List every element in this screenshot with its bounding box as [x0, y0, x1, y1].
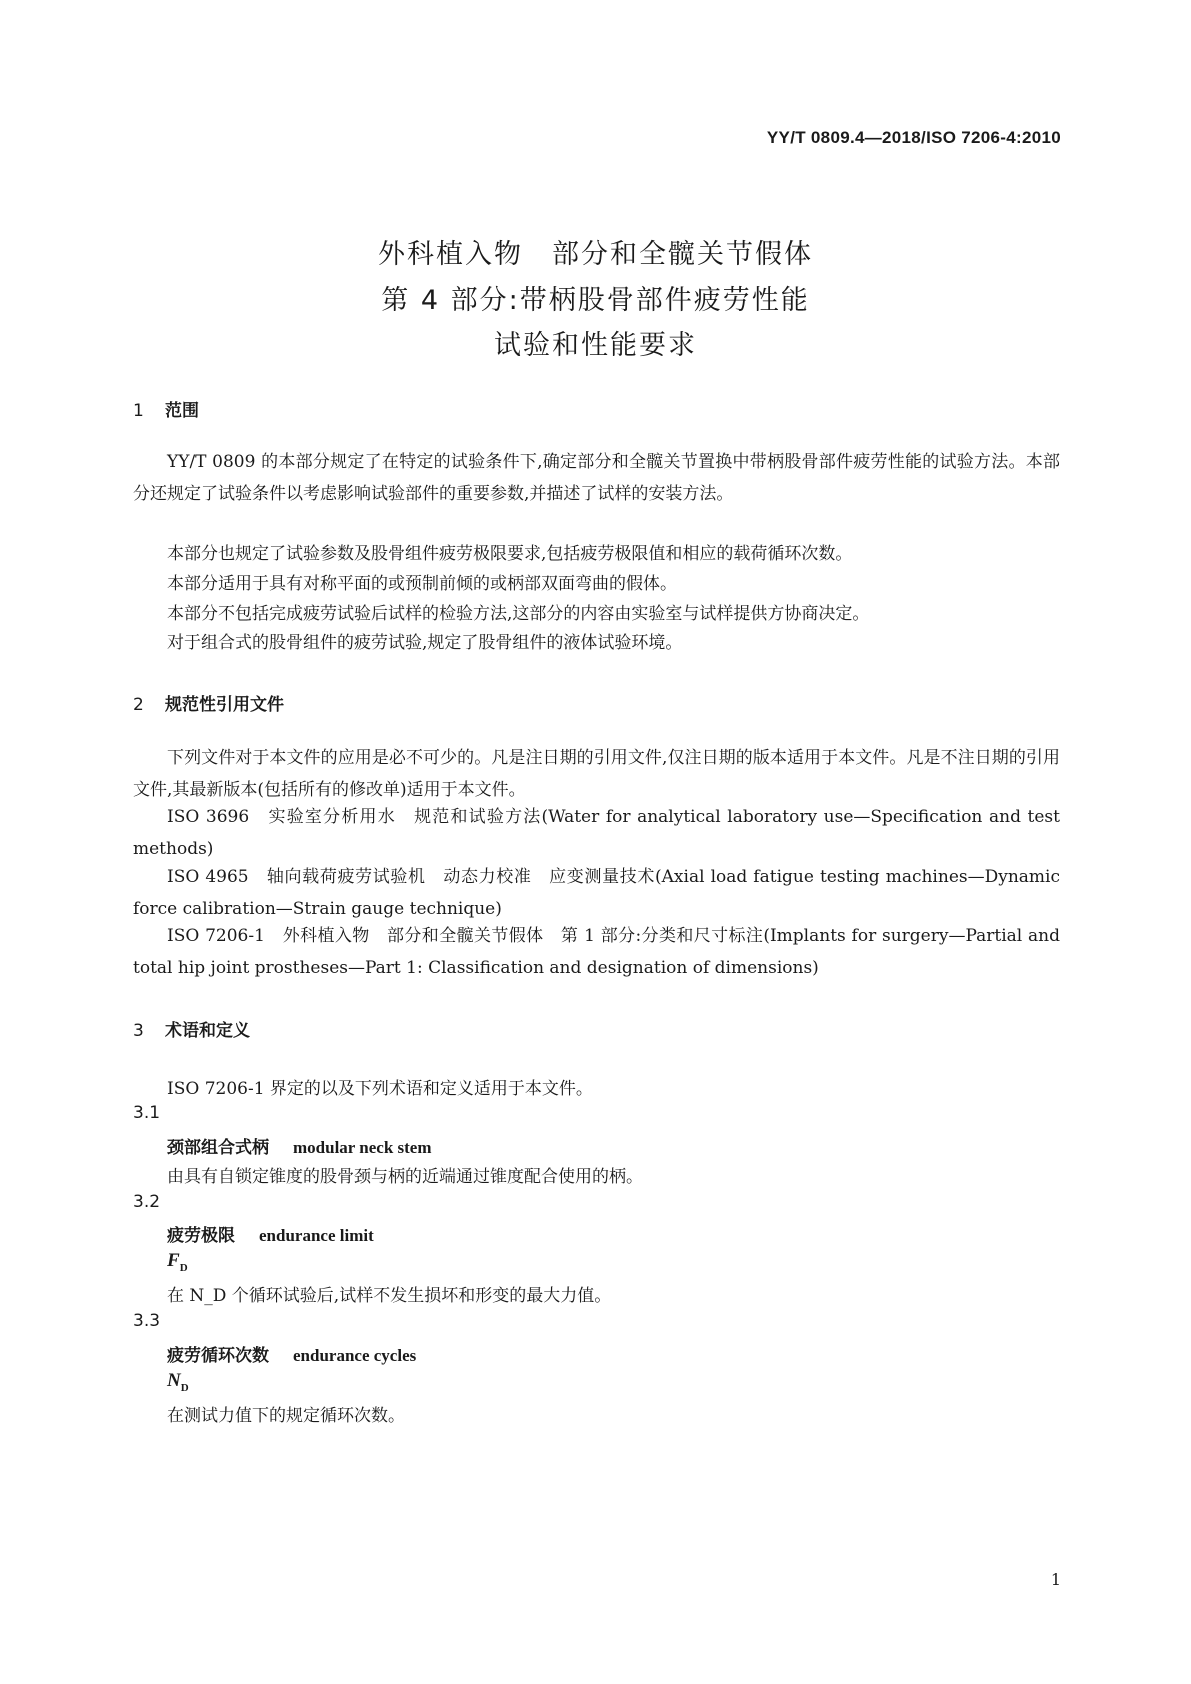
title-line-2: 第 4 部分:带柄股骨部件疲劳性能	[381, 285, 810, 316]
term-zh: 疲劳极限	[167, 1226, 235, 1246]
clause-number: 3.1	[133, 1103, 161, 1123]
section-2-heading	[133, 690, 284, 715]
term-heading	[167, 1341, 416, 1366]
paragraph: 本部分也规定了试验参数及股骨组件疲劳极限要求,包括疲劳极限值和相应的载荷循环次数。	[167, 544, 853, 564]
page-number: 1	[1050, 1570, 1061, 1589]
section-number: 2	[133, 695, 144, 715]
symbol-subscript: D	[180, 1381, 189, 1394]
reference-iso-4965: ISO 4965 轴向载荷疲劳试验机 动态力校准 应变测量技术(Axial load fatigue testing machines—Dynamic force calibration—Strain gauge technique)	[133, 867, 1060, 919]
clause-number: 3.3	[133, 1311, 161, 1331]
paragraph: 本部分适用于具有对称平面的或预制前倾的或柄部双面弯曲的假体。	[167, 574, 677, 594]
term-en: endurance limit	[259, 1226, 374, 1245]
paragraph: 对于组合式的股骨组件的疲劳试验,规定了股骨组件的液体试验环境。	[167, 633, 683, 653]
term-symbol	[167, 1370, 189, 1394]
paragraph: ISO 7206-1 界定的以及下列术语和定义适用于本文件。	[167, 1079, 593, 1099]
symbol-letter: F	[167, 1250, 180, 1271]
standard-code: YY/T 0809.4—2018/ISO 7206-4:2010	[766, 128, 1061, 147]
term-heading	[167, 1133, 432, 1158]
section-title: 术语和定义	[165, 1021, 250, 1041]
paragraph: 下列文件对于本文件的应用是必不可少的。凡是注日期的引用文件,仅注日期的版本适用于本文件。凡是不注日期的引用文件,其最新版本(包括所有的修改单)适用于本文件。	[133, 748, 1060, 800]
paragraph: YY/T 0809 的本部分规定了在特定的试验条件下,确定部分和全髋关节置换中带柄股骨部件疲劳性能的试验方法。本部分还规定了试验条件以考虑影响试验部件的重要参数,并描述了试样的安装方法。	[133, 452, 1060, 504]
reference-iso-7206-1: ISO 7206-1 外科植入物 部分和全髋关节假体 第 1 部分:分类和尺寸标注(Implants for surgery—Partial and total hip joint prostheses—Part 1: Classification and designation of dimensions)	[133, 926, 1060, 978]
section-title: 规范性引用文件	[165, 695, 284, 715]
section-number: 1	[133, 401, 144, 421]
title-line-3: 试验和性能要求	[494, 330, 697, 361]
term-zh: 颈部组合式柄	[167, 1138, 269, 1158]
section-title: 范围	[165, 401, 199, 421]
term-zh: 疲劳循环次数	[167, 1346, 269, 1366]
term-symbol	[167, 1250, 188, 1274]
term-definition: 由具有自锁定锥度的股骨颈与柄的近端通过锥度配合使用的柄。	[167, 1167, 643, 1187]
term-definition: 在 N_D 个循环试验后,试样不发生损坏和形变的最大力值。	[167, 1286, 612, 1306]
term-definition: 在测试力值下的规定循环次数。	[167, 1406, 405, 1426]
term-en: modular neck stem	[293, 1138, 432, 1157]
title-line-1: 外科植入物 部分和全髋关节假体	[378, 239, 813, 270]
reference-iso-3696: ISO 3696 实验室分析用水 规范和试验方法(Water for analytical laboratory use—Specification and test methods)	[133, 807, 1060, 859]
symbol-subscript: D	[179, 1261, 188, 1274]
section-number: 3	[133, 1021, 144, 1041]
term-heading	[167, 1221, 374, 1246]
section-1-heading	[133, 396, 199, 421]
term-en: endurance cycles	[293, 1346, 417, 1365]
section-3-heading	[133, 1016, 250, 1041]
paragraph: 本部分不包括完成疲劳试验后试样的检验方法,这部分的内容由实验室与试样提供方协商决定。	[167, 604, 870, 624]
clause-number: 3.2	[133, 1192, 161, 1212]
symbol-letter: N	[167, 1370, 181, 1391]
